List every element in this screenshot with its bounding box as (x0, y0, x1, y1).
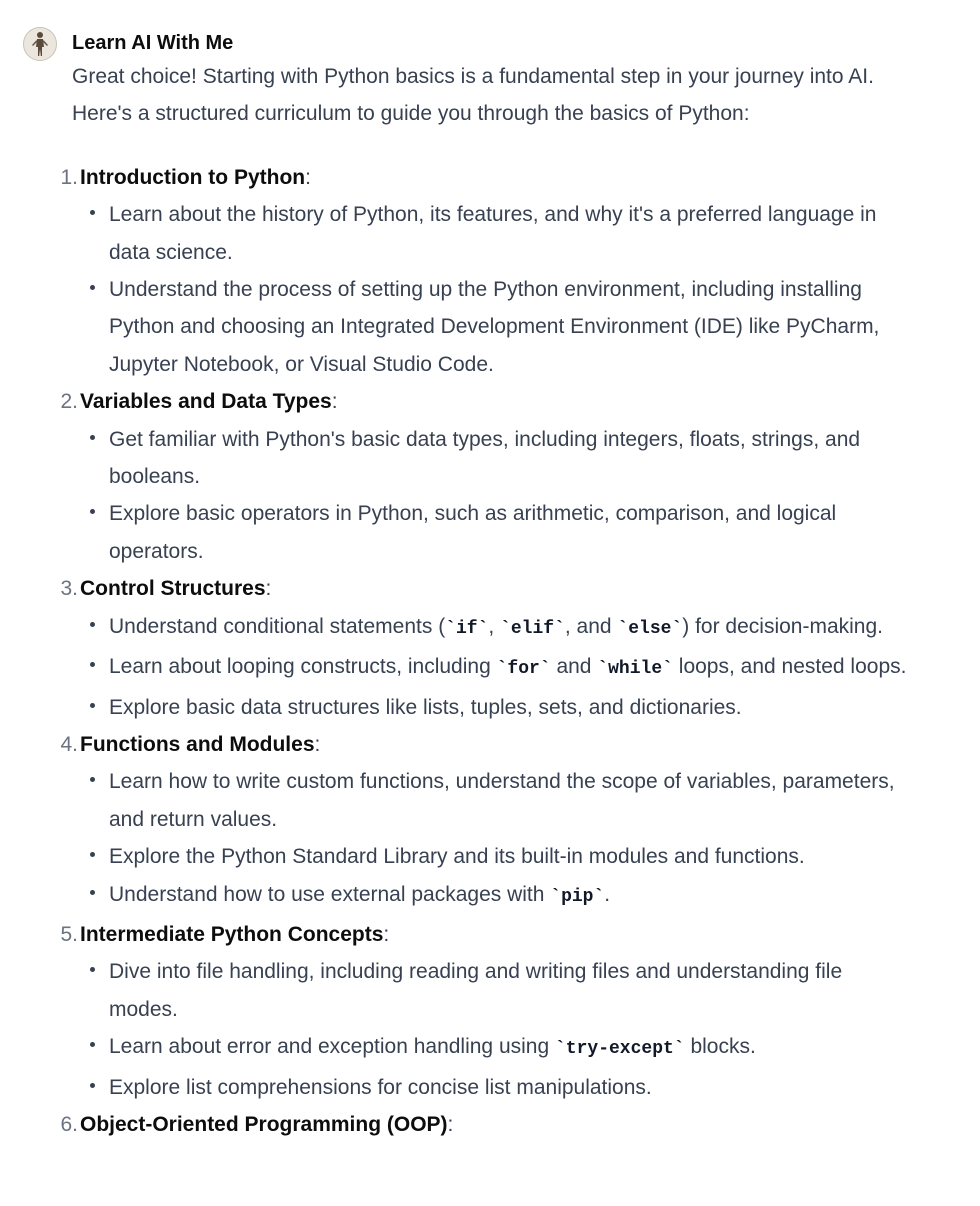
topic-item: 6. Object-Oriented Programming (OOP): (72, 1106, 912, 1143)
topic-item: 2. Variables and Data Types: Get familiar with Python's basic data types, including integers, floats, strings, and booleans. Explore basic operators in Python, such as arithmetic, comparison, and logical operators. (72, 383, 912, 570)
point-text: Understand how to use external packages with (109, 882, 551, 906)
intro-paragraph: Great choice! Starting with Python basics is a fundamental step in your journey into AI. (72, 65, 874, 88)
bullet-point (109, 1069, 912, 1106)
point-text: Learn about error and exception handling using (109, 1035, 555, 1059)
topic-title: Variables and Data Types (80, 390, 332, 414)
point-text: Learn about looping constructs, including (109, 655, 497, 679)
inline-code: `if` (445, 618, 489, 639)
topic-points (80, 763, 912, 916)
bullet-point (109, 196, 912, 271)
point-text: Explore the Python Standard Library and its built-in modules and functions. (109, 845, 805, 869)
point-text: and (550, 655, 598, 679)
topic-number: 5. (60, 922, 78, 946)
inline-code: `pip` (550, 886, 605, 907)
topic-title: Intermediate Python Concepts (80, 922, 384, 946)
point-text: Learn how to write custom functions, understand the scope of variables, parameters, and return values. (109, 770, 895, 831)
bullet-point (109, 1028, 912, 1068)
topic-title: Object-Oriented Programming (OOP) (80, 1112, 448, 1136)
bullet-point (109, 763, 912, 838)
inline-code: `for` (496, 659, 551, 680)
topic-list (60, 159, 912, 1144)
message-content (60, 58, 912, 1143)
bullet-point (109, 271, 912, 383)
topic-title: Functions and Modules (80, 732, 315, 756)
point-text: Dive into file handling, including reading and writing files and understanding file modes. (109, 960, 843, 1021)
bullet-point (109, 876, 912, 916)
avatar[interactable] (23, 27, 57, 61)
topic-points (80, 953, 912, 1106)
topic-number: 1. (60, 165, 78, 189)
point-text: blocks. (684, 1035, 756, 1059)
topic-item: 1. Introduction to Python: Learn about the history of Python, its features, and why it's a preferred language in data science. Understand the process of setting up the Python environment, including installing Python and choosing an Integrated Development Environment (IDE) like PyCharm, Jupyter Notebook, or Visual Studio Code. (72, 159, 912, 383)
topic-points (80, 421, 912, 571)
topic-number: 4. (60, 732, 78, 756)
bullet-point (109, 421, 912, 496)
topic-number: 6. (60, 1112, 78, 1136)
bullet-point (109, 608, 912, 648)
topic-number: 3. (60, 577, 78, 601)
point-text: Learn about the history of Python, its features, and why it's a preferred language in data science. (109, 203, 877, 264)
topic-title: Control Structures (80, 577, 266, 601)
author-name: Learn AI With Me (72, 32, 234, 54)
intro-paragraph: Here's a structured curriculum to guide you through the basics of Python: (72, 102, 750, 126)
bullet-point (109, 838, 912, 875)
topic-title: Introduction to Python (80, 165, 306, 189)
bullet-point (109, 648, 912, 688)
inline-code: `while` (597, 659, 673, 680)
topic-item: 4. Functions and Modules: Learn how to write custom functions, understand the scope of variables, parameters, and return values. Explore the Python Standard Library and its built-in modules and functions. Understand how to use external packages with `pip`. (72, 726, 912, 916)
topic-points (80, 608, 912, 726)
point-text: loops, and nested loops. (672, 655, 907, 679)
point-text: ) for decision-making. (682, 614, 883, 638)
bullet-point (109, 689, 912, 726)
point-text: Explore list comprehensions for concise list manipulations. (109, 1075, 652, 1099)
point-text: Explore basic data structures like lists, tuples, sets, and dictionaries. (109, 695, 742, 719)
person-figure-icon (24, 28, 56, 60)
inline-code: `else` (617, 618, 683, 639)
point-text: Explore basic operators in Python, such as arithmetic, comparison, and logical operators. (109, 502, 837, 563)
topic-points (80, 196, 912, 383)
point-text: Get familiar with Python's basic data types, including integers, floats, strings, and booleans. (109, 427, 861, 489)
bullet-point (109, 953, 912, 1028)
topic-item: 5. Intermediate Python Concepts: Dive into file handling, including reading and writing files and understanding file modes. Learn about error and exception handling using `try-except` blocks. Explore list comprehensions for concise list manipulations. (72, 916, 912, 1106)
point-text: . (604, 882, 611, 906)
point-text: Understand the process of setting up the Python environment, including installing Python and choosing an Integrated Development Environment (IDE) like PyCharm, Jupyter Notebook, or Visual Studio Code. (109, 278, 880, 376)
inline-code: `elif` (500, 618, 565, 639)
point-text: , (488, 614, 501, 638)
topic-number: 2. (60, 390, 78, 414)
bullet-point (109, 495, 912, 570)
topic-item: 3. Control Structures: Understand conditional statements (`if`, `elif`, and `else`) for decision-making. Learn about looping constructs, including `for` and `while` loops, and nested loops. Explore basic data structures like lists, tuples, sets, and dictionaries. (72, 570, 912, 726)
point-text: , and (564, 614, 618, 638)
inline-code: `try-except` (554, 1039, 685, 1060)
point-text: Understand conditional statements ( (109, 614, 446, 638)
